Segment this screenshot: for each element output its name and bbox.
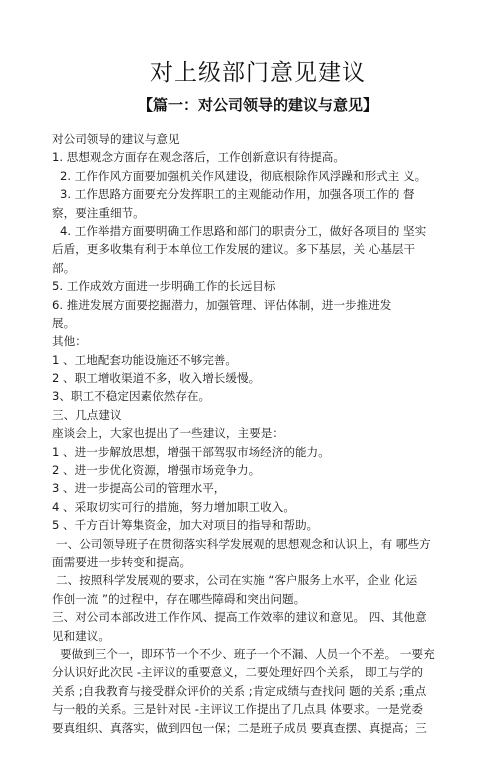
body-line: 一、公司领导班子在贯彻落实科学发展观的思想观念和认识上，有 哪些方 — [56, 536, 431, 551]
body-line: 分认识好此次民 -主评议的重要意义，二要处理好四个关系， 即工与学的 — [52, 665, 423, 680]
body-line: 对公司领导的建议与意见 — [52, 132, 180, 146]
body-line: 2. 工作作风方面要加强机关作风建设，彻底根除作风浮躁和形式主 义。 — [60, 168, 427, 183]
document-subtitle: 【篇一：对公司领导的建议与意见】 — [137, 96, 378, 114]
body-line: 要真组织、真落实，做到四包一保；二是班子成员 要真查摆、真提高；三 — [52, 720, 427, 735]
body-line: 5. 工作成效方面进一步明确工作的长远目标 — [52, 279, 276, 294]
body-line: 4 、采取切实可行的措施，努力增加职工收入。 — [52, 499, 295, 514]
body-line: 3 、进一步提高公司的管理水平， — [52, 481, 226, 496]
body-line: 见和建议。 — [52, 628, 110, 643]
body-line: 展。 — [52, 315, 76, 330]
body-line: 2 、职工增收渠道不多，收入增长缓慢。 — [52, 371, 261, 386]
document-title: 对上级部门意见建议 — [150, 60, 366, 86]
body-line: 1 、进一步解放思想，增强干部驾驭市场经济的能力。 — [52, 444, 330, 459]
body-line: 与一般的关系。三是针对民 -主评议工作提出了几点具 体要求。一是党委 — [52, 702, 423, 717]
body-line: 6. 推进发展方面要挖掘潜力，加强管理、评估体制，进一步推进发 — [52, 297, 392, 312]
body-line: 3. 工作思路方面要充分发挥职工的主观能动作用，加强各项工作的 督 — [60, 187, 415, 202]
body-line: 座谈会上，大家也提出了一些建议，主要是： — [52, 426, 284, 441]
body-line: 作创一流 ”的过程中，存在哪些障碍和突出问题。 — [52, 591, 306, 606]
body-line: 4. 工作举措方面要明确工作思路和部门的职责分工，做好各项目的 坚实 — [60, 223, 427, 238]
body-line: 部。 — [52, 260, 76, 275]
body-line: 3、职工不稳定因素依然存在。 — [52, 389, 211, 404]
body-line: 1. 思想观念方面存在观念落后，工作创新意识有待提高。 — [52, 150, 345, 165]
body-line: 察，要注重细节。 — [52, 205, 145, 220]
body-line: 后盾，更多收集有利于本单位工作发展的建议。多下基层，关 心基层干 — [52, 242, 416, 257]
body-line: 关系 ;自我教育与接受群众评价的关系 ;肯定成绩与查找问 题的关系 ;重点 — [52, 683, 427, 698]
body-line: 要做到三个一，即环节一个不少、班子一个不漏、人员一个不差。 一要充 — [60, 646, 435, 661]
body-line: 1 、工地配套功能设施还不够完善。 — [52, 352, 237, 367]
body-line: 面需要进一步转变和提高。 — [52, 554, 192, 569]
document-page — [0, 58, 500, 766]
body-line: 三、几点建议 — [52, 407, 122, 422]
body-line: 三、对公司本部改进工作作风、提高工作效率的建议和意见。 四、其他意 — [52, 610, 427, 625]
body-line: 二、按照科学发展观的要求，公司在实施 “客户服务上水平，企业 化运 — [56, 573, 418, 588]
body-line: 其他： — [52, 334, 87, 349]
body-line: 5 、千方百计筹集资金，加大对项目的指导和帮助。 — [52, 518, 319, 533]
document-body — [52, 130, 464, 737]
body-line: 2 、进一步优化资源，增强市场竞争力。 — [52, 463, 261, 478]
